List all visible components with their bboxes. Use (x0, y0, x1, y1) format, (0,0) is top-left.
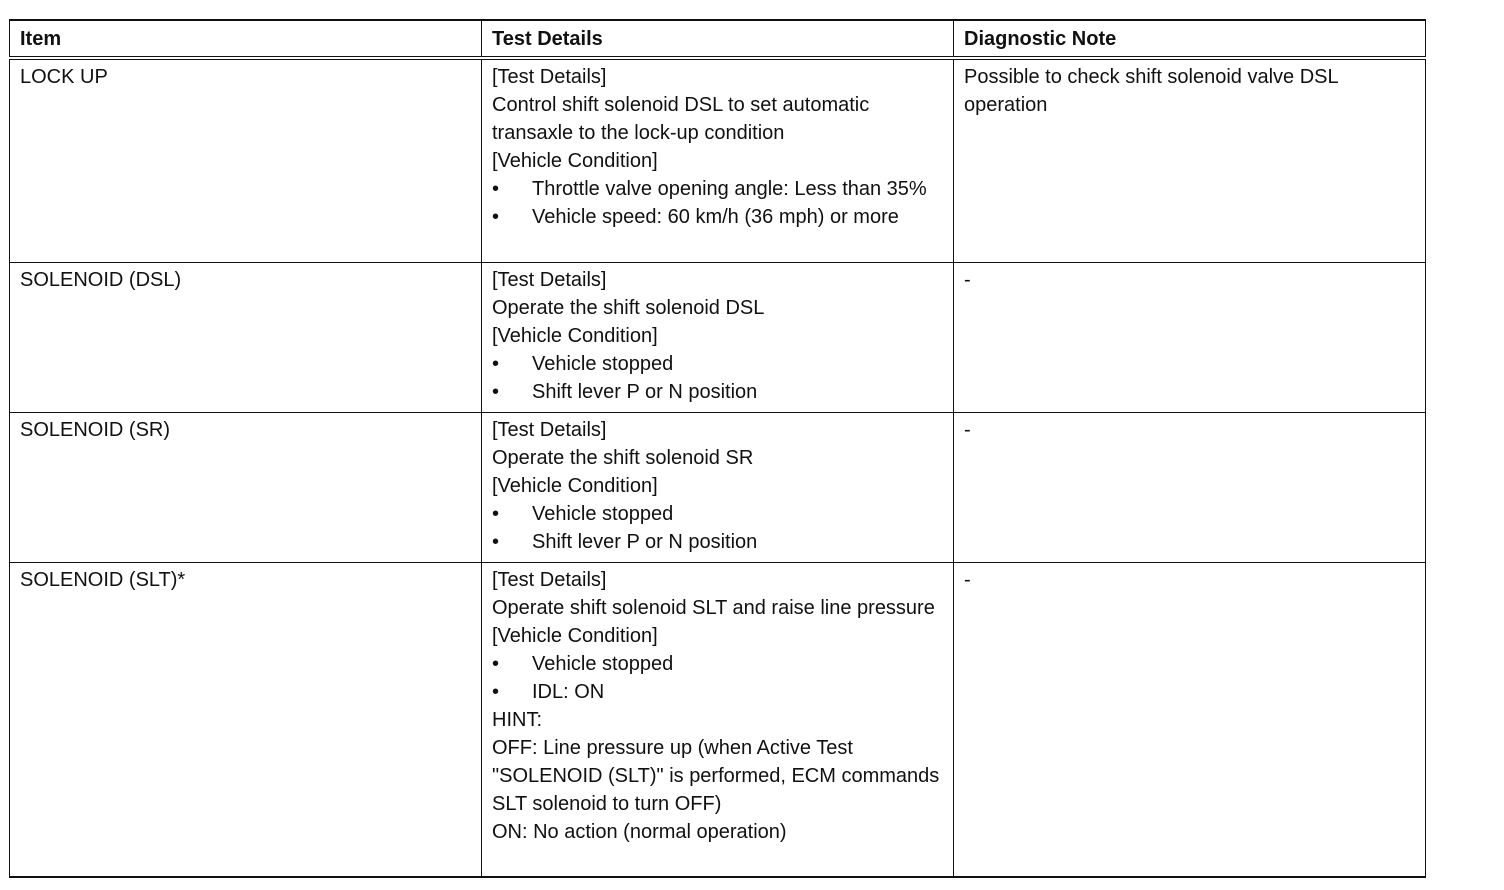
vehicle-condition-heading: [Vehicle Condition] (492, 150, 658, 172)
bullet: • (492, 206, 500, 228)
test-details-cell (482, 563, 954, 878)
item-cell: SOLENOID (DSL) (10, 263, 482, 413)
table-header-row (10, 20, 1426, 58)
condition-list-item (492, 350, 943, 378)
test-details-heading: [Test Details] (492, 419, 607, 441)
table-row (10, 263, 1426, 413)
test-details-cell (482, 413, 954, 563)
item-cell: SOLENOID (SLT)* (10, 563, 482, 878)
table-row (10, 413, 1426, 563)
hint-on-text: ON: No action (normal operation) (492, 821, 787, 843)
vehicle-condition-heading: [Vehicle Condition] (492, 625, 658, 647)
bullet: • (492, 681, 500, 703)
diagnostic-note-cell: Possible to check shift solenoid valve DSL operation (954, 58, 1426, 263)
test-details-text: Operate the shift solenoid DSL (492, 297, 765, 319)
bullet: • (492, 353, 500, 375)
table-row (10, 563, 1426, 878)
test-details-text: Operate shift solenoid SLT and raise line pressure (492, 597, 935, 619)
condition-list-item (492, 500, 943, 528)
vehicle-condition-heading: [Vehicle Condition] (492, 325, 658, 347)
bullet: • (492, 531, 500, 553)
diagnostic-note-cell: - (954, 413, 1426, 563)
test-details-cell (482, 58, 954, 263)
active-test-table (9, 19, 1426, 878)
condition-text: Vehicle stopped (532, 503, 674, 525)
condition-text: Shift lever P or N position (532, 381, 758, 403)
vehicle-condition-heading: [Vehicle Condition] (492, 475, 658, 497)
test-details-cell (482, 263, 954, 413)
hint-off-text: OFF: Line pressure up (when Active Test "SOLENOID (SLT)" is performed, ECM commands SLT solenoid to turn OFF) (492, 737, 940, 815)
condition-list-item (492, 650, 943, 678)
condition-text: Shift lever P or N position (532, 531, 758, 553)
condition-list-item (492, 175, 943, 203)
diagnostic-note-cell: - (954, 563, 1426, 878)
bullet: • (492, 381, 500, 403)
condition-text: IDL: ON (532, 681, 605, 703)
condition-list-item (492, 678, 943, 706)
test-details-heading: [Test Details] (492, 66, 607, 88)
item-cell: SOLENOID (SR) (10, 413, 482, 563)
header-item: Item (10, 20, 482, 58)
test-details-text: Operate the shift solenoid SR (492, 447, 754, 469)
condition-text: Vehicle speed: 60 km/h (36 mph) or more (532, 206, 899, 228)
test-details-heading: [Test Details] (492, 269, 607, 291)
item-cell: LOCK UP (10, 58, 482, 263)
test-details-text: Control shift solenoid DSL to set automatic transaxle to the lock-up condition (492, 94, 870, 144)
condition-list-item (492, 378, 943, 406)
header-diagnostic-note: Diagnostic Note (954, 20, 1426, 58)
diagnostic-note-cell: - (954, 263, 1426, 413)
test-details-heading: [Test Details] (492, 569, 607, 591)
condition-list-item (492, 203, 943, 231)
hint-label: HINT: (492, 709, 542, 731)
bullet: • (492, 503, 500, 525)
table-row (10, 58, 1426, 263)
condition-text: Throttle valve opening angle: Less than 35% (532, 178, 927, 200)
condition-list-item (492, 528, 943, 556)
header-test-details: Test Details (482, 20, 954, 58)
bullet: • (492, 178, 500, 200)
condition-text: Vehicle stopped (532, 353, 674, 375)
condition-text: Vehicle stopped (532, 653, 674, 675)
bullet: • (492, 653, 500, 675)
